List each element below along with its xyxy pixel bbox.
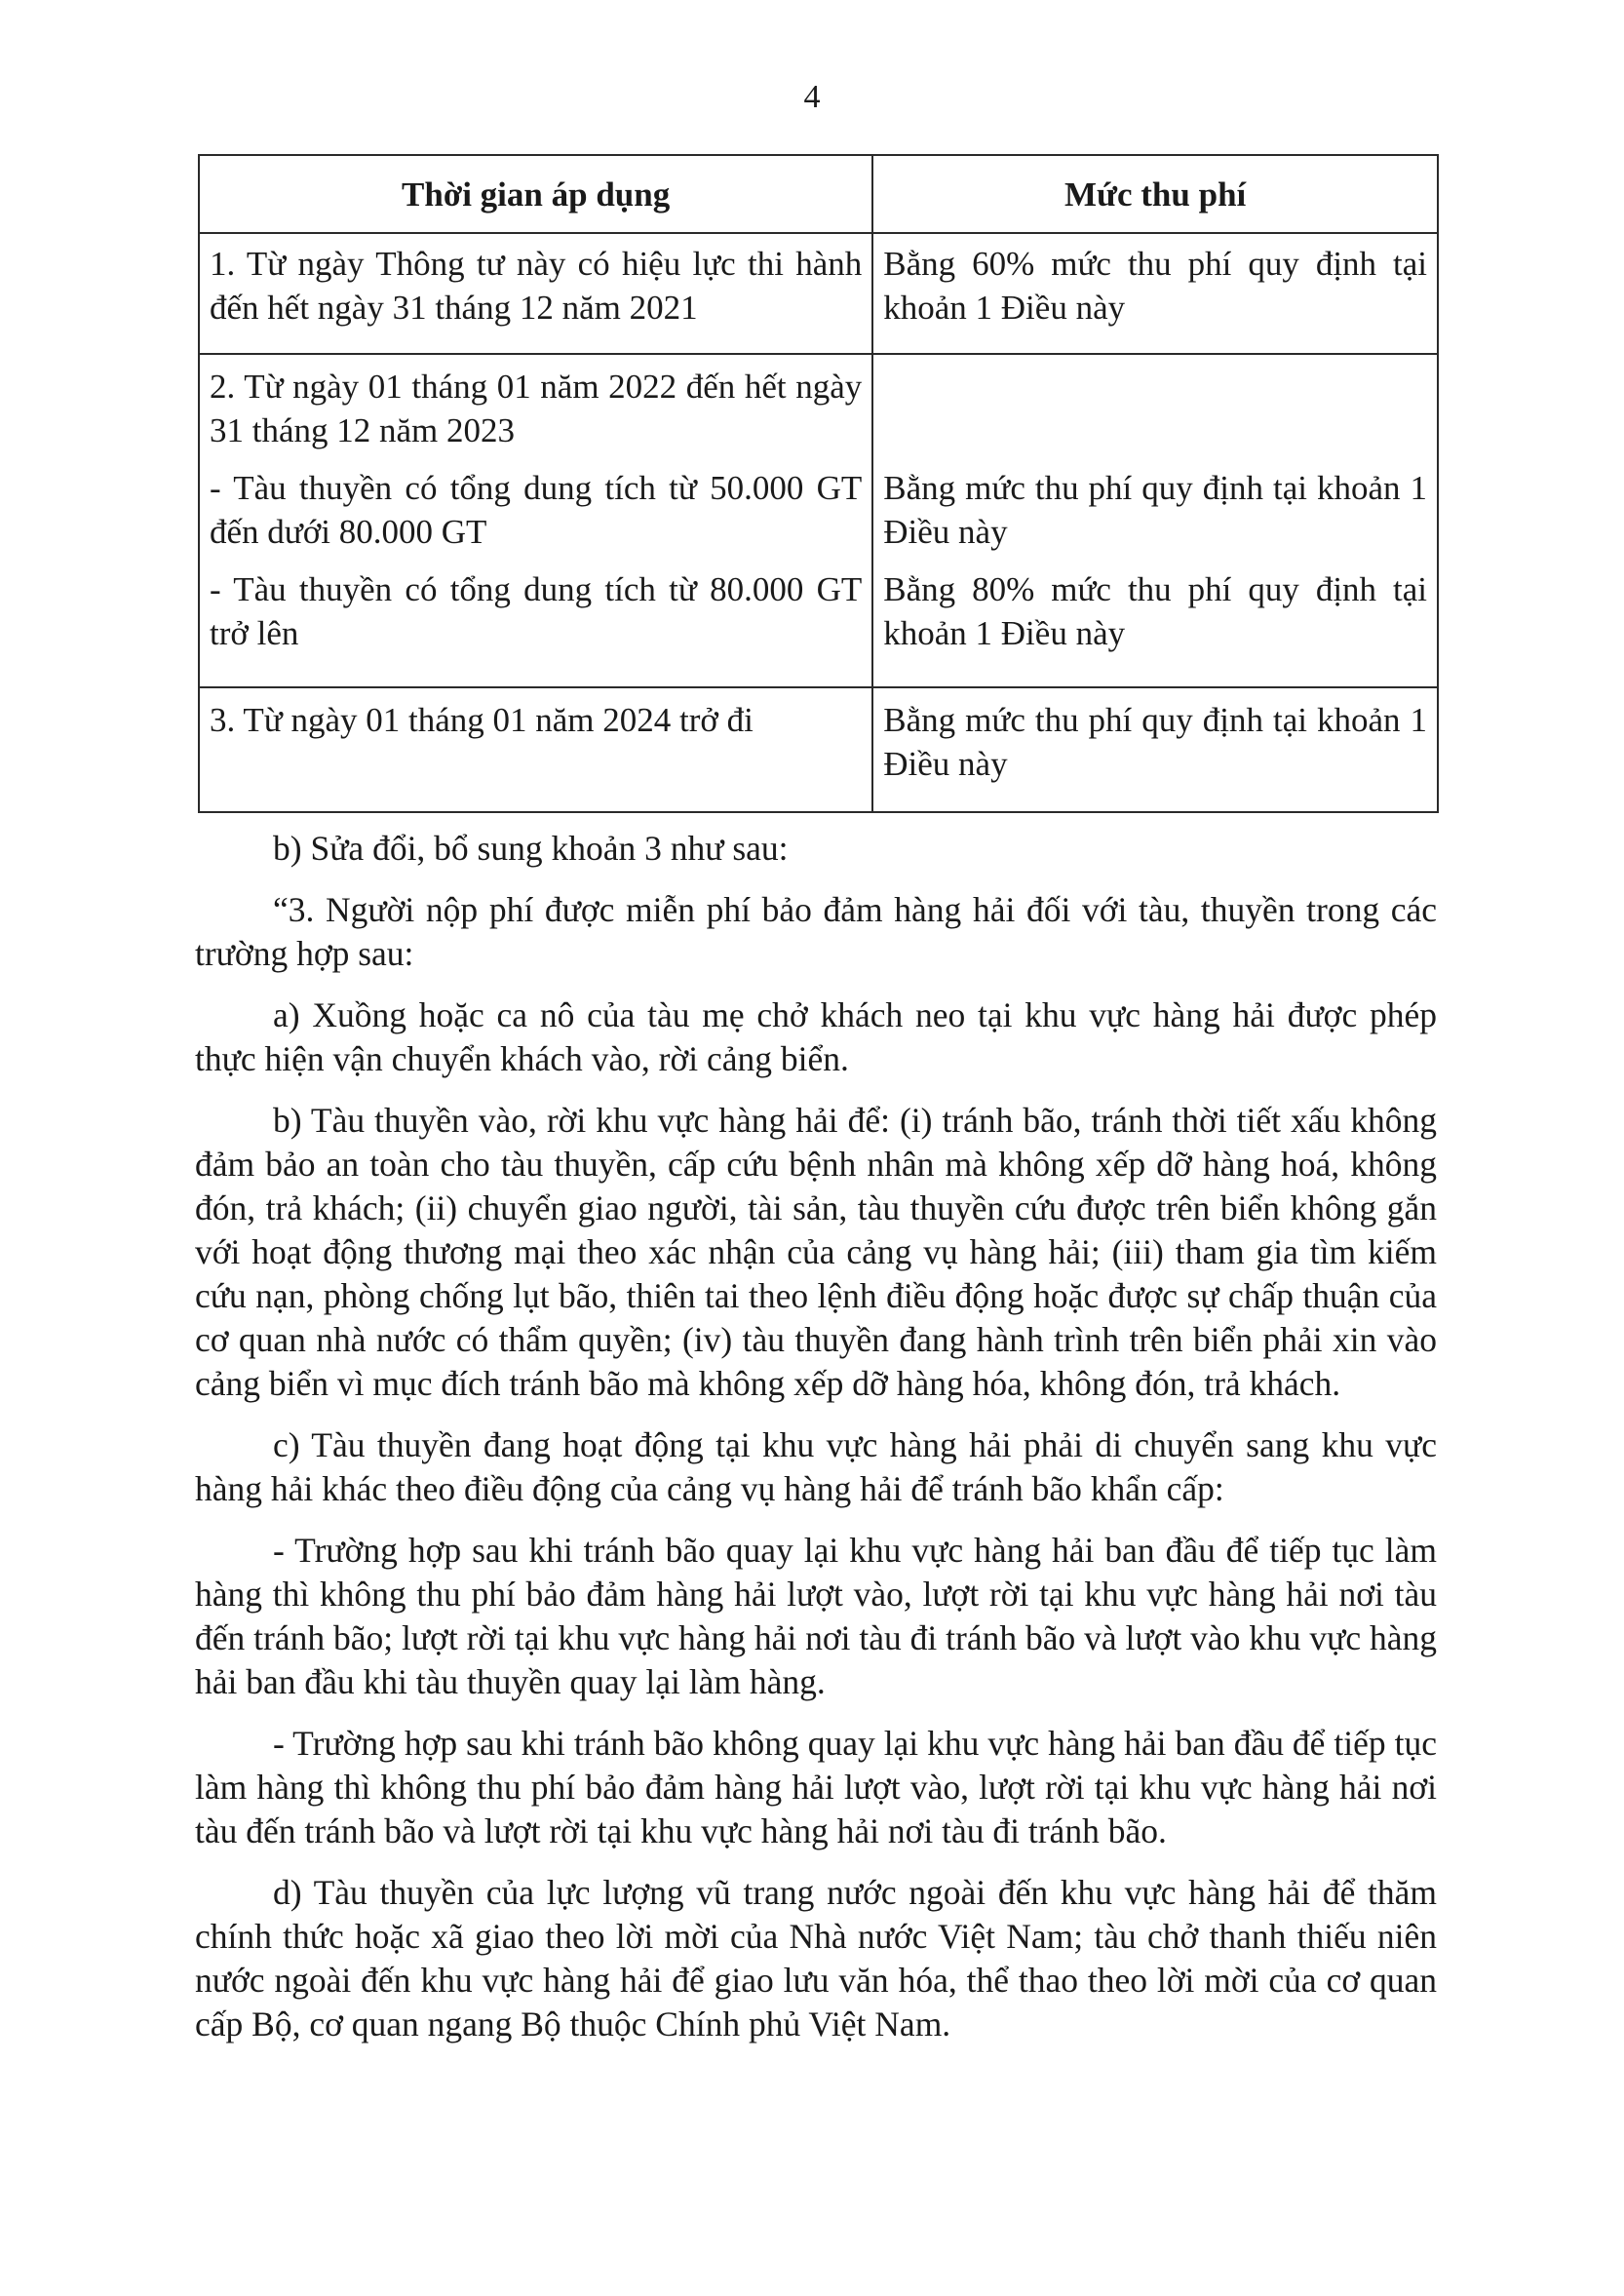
table-header-row <box>199 155 1438 233</box>
paragraph-exemption-intro: “3. Người nộp phí được miễn phí bảo đảm hàng hải đối với tàu, thuyền trong các trường hợp sau: <box>195 890 1437 973</box>
paragraph-exemption-c-case-2: - Trường hợp sau khi tránh bão không quay lại khu vực hàng hải ban đầu để tiếp tục làm hàng thì không thu phí bảo đảm hàng hải lượt vào, lượt rời tại khu vực hàng hải nơi tàu đến tránh bão và lượt rời tại khu vực hàng hải nơi tàu đi tránh bão. <box>195 1724 1437 1850</box>
header-application-period: Thời gian áp dụng <box>199 155 872 233</box>
paragraph-exemption-d: d) Tàu thuyền của lực lượng vũ trang nước ngoài đến khu vực hàng hải để thăm chính thức hoặc xã giao theo lời mời của Nhà nước Việt Nam; tàu chở thanh thiếu niên nước ngoài đến khu vực hàng hải để giao lưu văn hóa, thể thao theo lời mời của cơ quan cấp Bộ, cơ quan ngang Bộ thuộc Chính phủ Việt Nam. <box>195 1873 1437 2043</box>
sub-fee-text: Bằng mức thu phí quy định tại khoản 1 Điều này <box>883 469 1427 551</box>
paragraph-amend-clause-3: b) Sửa đổi, bổ sung khoản 3 như sau: <box>273 829 789 868</box>
sub-period-text: - Tàu thuyền có tổng dung tích từ 50.000 GT đến dưới 80.000 GT <box>210 469 863 551</box>
page-number: 4 <box>803 79 821 115</box>
sub-period-text: - Tàu thuyền có tổng dung tích từ 80.000 GT trở lên <box>210 570 863 652</box>
fee-cell <box>872 233 1438 354</box>
period-text: 3. Từ ngày 01 tháng 01 năm 2024 trở đi <box>210 701 754 739</box>
paragraph-exemption-c: c) Tàu thuyền đang hoạt động tại khu vực hàng hải phải di chuyển sang khu vực hàng hải khác theo điều động của cảng vụ hàng hải để tránh bão khẩn cấp: <box>195 1425 1437 1508</box>
table-row <box>199 687 1438 812</box>
period-cell <box>199 233 872 354</box>
period-cell <box>199 354 872 687</box>
period-text: 1. Từ ngày Thông tư này có hiệu lực thi hành đến hết ngày 31 tháng 12 năm 2021 <box>210 245 863 327</box>
sub-fee-text: Bằng 80% mức thu phí quy định tại khoản 1 Điều này <box>883 570 1427 652</box>
header-fee-level: Mức thu phí <box>872 155 1438 233</box>
fee-cell <box>872 687 1438 812</box>
period-text: 2. Từ ngày 01 tháng 01 năm 2022 đến hết ngày 31 tháng 12 năm 2023 <box>210 368 863 449</box>
period-cell <box>199 687 872 812</box>
paragraph-exemption-b: b) Tàu thuyền vào, rời khu vực hàng hải để: (i) tránh bão, tránh thời tiết xấu không đảm bảo an toàn cho tàu thuyền, cấp cứu bệnh nhân mà không xếp dỡ hàng hoá, không đón, trả khách; (ii) chuyển giao người, tài sản, tàu thuyền cứu được trên biển không gắn với hoạt động thương mại theo xác nhận của cảng vụ hàng hải; (iii) tham gia tìm kiếm cứu nạn, phòng chống lụt bão, thiên tai theo lệnh điều động hoặc được sự chấp thuận của cơ quan nhà nước có thẩm quyền; (iv) tàu thuyền đang hành trình trên biển phải xin vào cảng biển vì mục đích tránh bão mà không xếp dỡ hàng hóa, không đón, trả khách. <box>195 1101 1437 1403</box>
fee-schedule-table <box>198 154 1439 813</box>
paragraph-exemption-a: a) Xuồng hoặc ca nô của tàu mẹ chở khách neo tại khu vực hàng hải được phép thực hiện vận chuyển khách vào, rời cảng biển. <box>195 995 1437 1078</box>
table-row <box>199 233 1438 354</box>
fee-text: Bằng mức thu phí quy định tại khoản 1 Điều này <box>883 701 1427 783</box>
fee-cell <box>872 354 1438 687</box>
paragraph-exemption-c-case-1: - Trường hợp sau khi tránh bão quay lại khu vực hàng hải ban đầu để tiếp tục làm hàng thì không thu phí bảo đảm hàng hải lượt vào, lượt rời tại khu vực hàng hải nơi tàu đến tránh bão; lượt rời tại khu vực hàng hải nơi tàu đi tránh bão và lượt vào khu vực hàng hải ban đầu khi tàu thuyền quay lại làm hàng. <box>195 1531 1437 1701</box>
fee-text: Bằng 60% mức thu phí quy định tại khoản 1 Điều này <box>883 245 1427 327</box>
table-row <box>199 354 1438 687</box>
body-text <box>195 827 1437 2064</box>
